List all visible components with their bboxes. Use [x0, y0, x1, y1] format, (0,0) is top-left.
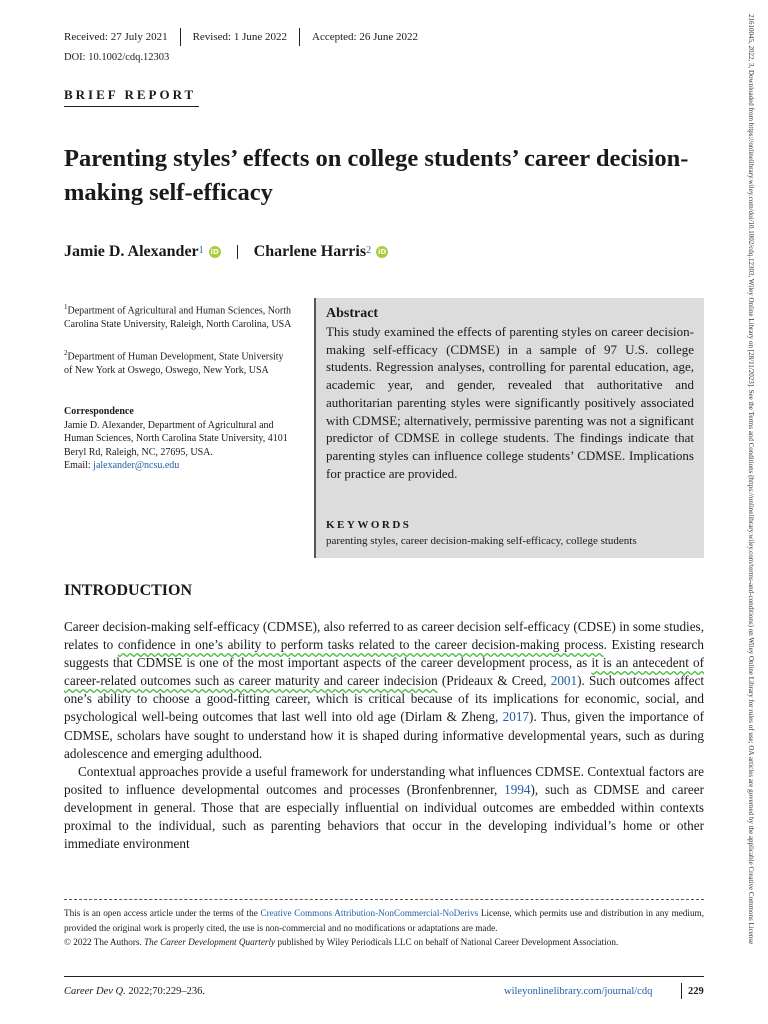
author-name[interactable]: Jamie D. Alexander	[64, 243, 199, 260]
abstract-box	[314, 298, 704, 558]
affiliation	[64, 301, 294, 331]
text-run: ). Thus, given the importance of CDMSE, scholars have sought to understand how it is shaped during informative developmental years, such as during adolescence and emerging adulthood.	[64, 709, 704, 761]
affiliation-number: 2	[64, 349, 68, 357]
orcid-icon[interactable]: iD	[210, 248, 219, 256]
author-affiliation-ref[interactable]: 2	[366, 244, 372, 256]
paragraph	[64, 763, 704, 853]
doi: DOI: 10.1002/cdq.12303	[64, 52, 170, 63]
volume-info: 2022;70:229–236.	[125, 986, 206, 997]
correspondence-heading: Correspondence	[64, 406, 134, 417]
text-run: ), such as CDMSE and career development in general. Those that are especially influential on individual outcomes are embedded within contexts proximal to the individual, such as parenting behaviors that occur in the developing individual’s home or other immediate environment	[64, 781, 704, 852]
orcid-icon[interactable]: iD	[377, 248, 387, 256]
text-run: Career decision-making self-efficacy (CDMSE), also referred to as career decision self-efficacy (CDSE) in some studies, relates to	[64, 619, 704, 653]
text-run: . Existing research suggests that CDMSE is one of the most important aspects of the career development process, as	[64, 637, 704, 671]
paragraph	[64, 618, 704, 763]
date-divider	[299, 28, 300, 46]
text-run: License, which permits use and distribution in any medium, provided the original work is properly cited, the use is non-commercial and no modifications or adaptations are made.	[64, 908, 704, 933]
highlighted-text: it is an antecedent of career-related outcomes such as career maturity and career indecision	[64, 655, 704, 689]
article-type: BRIEF REPORT	[64, 87, 197, 102]
article-title: Parenting styles’ effects on college students’ career decision-making self-efficacy	[64, 145, 689, 206]
author-list	[64, 243, 388, 261]
received-date: Received: 27 July 2021	[64, 31, 168, 43]
affiliation-text: Department of Human Development, State University of New York at Oswego, Oswego, New York, USA	[64, 351, 284, 376]
citation-link[interactable]: 1994	[504, 781, 531, 797]
article-dates	[64, 28, 418, 46]
journal-url-link[interactable]: wileyonlinelibrary.com/journal/cdq	[504, 986, 653, 997]
affiliation	[64, 347, 294, 377]
abstract-heading: Abstract	[326, 306, 379, 321]
citation-link[interactable]: 2017	[502, 709, 530, 725]
text-run: (Prideaux & Creed,	[437, 673, 551, 689]
journal-abbrev: Career Dev Q.	[64, 986, 126, 997]
correspondence	[64, 405, 294, 473]
email-label: Email:	[64, 460, 94, 471]
accepted-date: Accepted: 26 June 2022	[312, 31, 418, 43]
date-divider	[180, 28, 181, 46]
download-notice-text: 21610045, 2022, 3, Downloaded from https://onlinelibrary.wiley.com/doi/10.1002/cdq.12303, Wiley Online Library on [28/11/2023]. See the Terms and Conditions (https://onlinelibrary.wiley.com/terms-and-conditions) on Wiley Online Library for rules of use; OA articles are governed by the applicable Creative Commons License	[747, 14, 755, 945]
copyright-text: © 2022 The Authors.	[64, 937, 145, 947]
section-heading-introduction: INTRODUCTION	[64, 582, 193, 599]
article-type-underline	[64, 106, 199, 107]
text-run: ). Such outcomes affect one’s ability to choose a good-fitting career, which is critical because of its implications for economic, social, and psychological well-being outcomes that last well into old age (Dirlam & Zheng,	[64, 673, 705, 725]
author-name[interactable]: Charlene Harris	[253, 243, 367, 260]
abstract-text: This study examined the effects of parenting styles on career decision-making self-efficacy (CDMSE) in a sample of 97 U.S. college students. Regression analyses, controlling for parental education, age, academic year, and gender, revealed that authoritative and authoritarian parenting styles were significantly positively associated with CDMSE; alternatively, permissive parenting was not a significant predictor of CDMSE in college students. The findings indicate that parenting styles can influence college students’ CDMSE. Implications for practice are provided.	[326, 324, 694, 481]
text-run: published by Wiley Periodicals LLC on behalf of National Career Development Association.	[275, 937, 619, 947]
affiliation-number: 1	[64, 303, 68, 311]
email-link[interactable]: jalexander@ncsu.edu	[93, 460, 180, 471]
license-footnote	[64, 906, 704, 950]
journal-name: The Career Development Quarterly	[144, 937, 276, 947]
license-link[interactable]: Creative Commons Attribution-NonCommercial-NoDerivs	[260, 908, 479, 918]
affiliation-text: Department of Agricultural and Human Sciences, North Carolina State University, Raleigh, North Carolina, USA	[64, 305, 292, 330]
keywords-text: parenting styles, career decision-making self-efficacy, college students	[326, 535, 637, 547]
page-number: 229	[688, 986, 704, 997]
revised-date: Revised: 1 June 2022	[192, 31, 287, 43]
footer-divider-vertical	[681, 983, 682, 999]
citation-link[interactable]: 2001	[550, 673, 578, 689]
author-affiliation-ref[interactable]: 1	[198, 244, 204, 256]
footer-divider	[64, 976, 704, 977]
correspondence-address: Jamie D. Alexander, Department of Agricultural and Human Sciences, North Carolina State University, 4101 Beryl Rd, Raleigh, NC, 27695, USA.	[64, 419, 288, 458]
author-divider	[237, 245, 238, 259]
text-run: This is an open access article under the terms of the	[64, 908, 261, 918]
text-run: Contextual approaches provide a useful framework for understanding what influences CDMSE. Contextual factors are posited to influence developmental outcomes and processes (Bronfenbrenner,	[64, 763, 704, 797]
keywords-heading: KEYWORDS	[326, 519, 412, 531]
body-text	[64, 618, 704, 853]
footnote-divider	[64, 899, 704, 900]
highlighted-text: confidence in one’s ability to perform tasks related to the career decision-making process	[117, 637, 604, 653]
download-notice	[747, 14, 760, 1010]
footer-citation	[64, 986, 205, 997]
